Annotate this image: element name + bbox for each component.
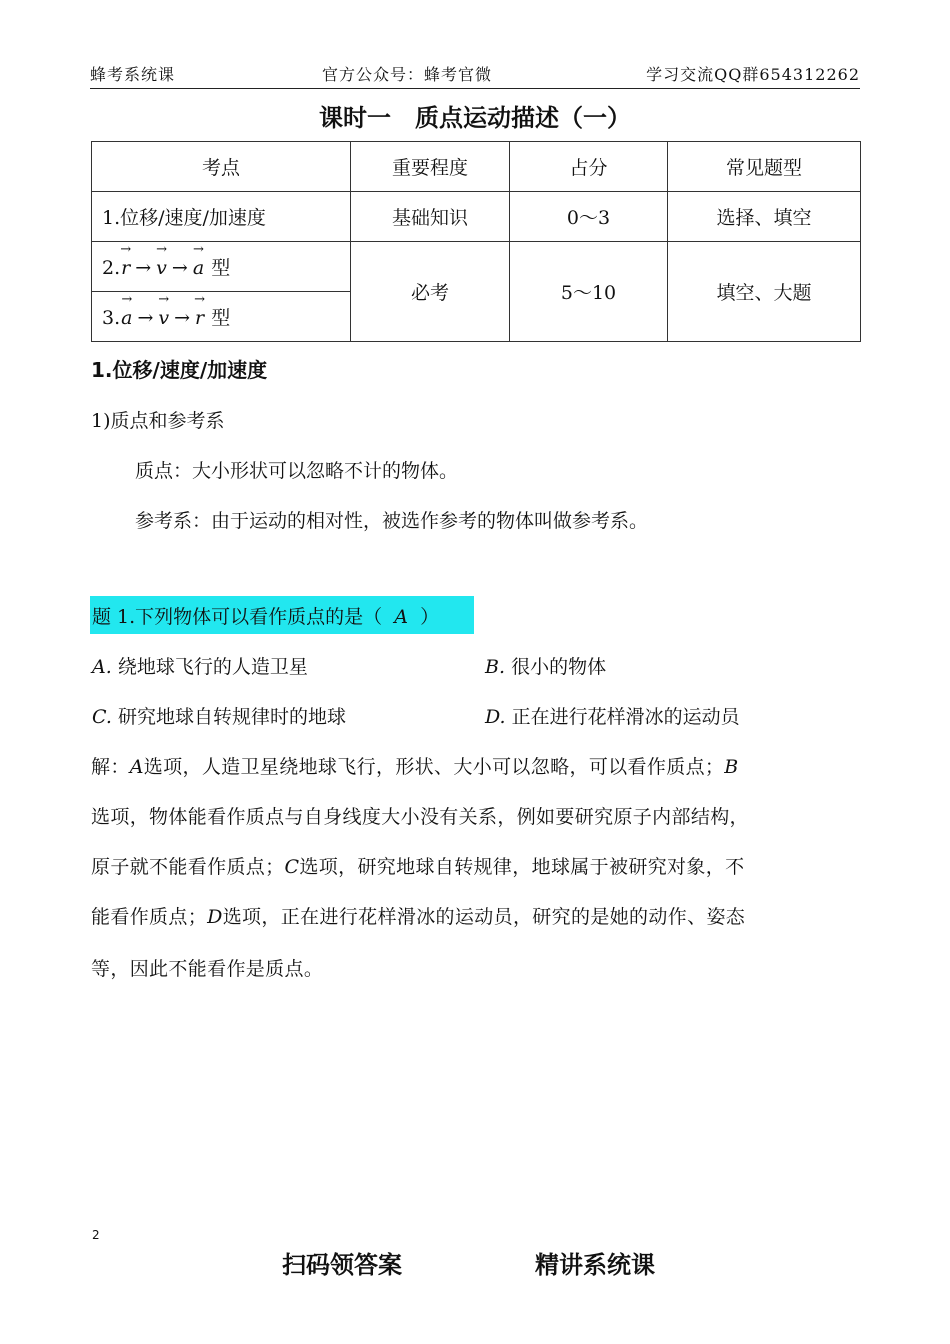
option-text: 很小的物体 [511,656,607,678]
option-a [92,652,308,679]
th-importance: 重要程度 [351,142,510,192]
solution-text: 选项，研究地球自转规律，地球属于被研究对象，不 [299,856,745,878]
merged-importance: 必考 [351,242,510,342]
solution-option-letter: C [284,856,300,878]
question-stem [92,602,439,629]
option-b [485,652,606,679]
header-divider [90,88,860,89]
option-letter: A. [92,656,112,678]
subsection-heading: 1)质点和参考系 [91,410,225,432]
solution-text: 选项，人造卫星绕地球飞行，形状、大小可以忽略，可以看作质点； [143,756,725,778]
vector-a: → a [120,307,133,329]
header-wechat: 官方公众号：蜂考官微 [322,65,493,84]
vector-r: → r [120,257,131,279]
row3-prefix: 3. [102,307,121,329]
row1-score: 0～3 [510,192,668,242]
row1-types: 选择、填空 [668,192,861,242]
topics-table [91,141,861,342]
solution-option-letter: B [724,756,739,778]
solution-line: 等，因此不能看作是质点。 [91,958,324,980]
vector-v: → v [157,307,170,329]
option-text: 正在进行花样滑冰的运动员 [511,706,740,728]
section-heading: 1.位移/速度/加速度 [91,358,268,382]
option-letter: B. [485,656,506,678]
definition-particle: 质点：大小形状可以忽略不计的物体。 [135,460,459,482]
footer-scan-answers: 扫码领答案 [282,1251,402,1279]
th-topic: 考点 [92,142,351,192]
type-suffix: 型 [211,257,231,279]
option-letter: D. [485,706,506,728]
question-text: 题 1.下列物体可以看作质点的是（ [92,606,383,628]
header-qq-group: 学习交流QQ群654312262 [646,65,860,84]
page-number: 2 [92,1228,100,1242]
option-text: 绕地球飞行的人造卫星 [117,656,308,678]
vector-v: → v [155,257,168,279]
arrow: → [137,307,154,329]
solution-line: 选项，物体能看作质点与自身线度大小没有关系，例如要研究原子内部结构， [91,806,749,828]
option-c [92,702,346,729]
solution-text: 原子就不能看作质点； [91,856,285,878]
header-brand: 蜂考系统课 [90,65,176,84]
vector-r: → r [194,307,205,329]
row2-prefix: 2. [102,257,121,279]
option-letter: C. [92,706,112,728]
question-close: ） [420,606,440,628]
solution-option-letter: A [129,756,144,778]
th-types: 常见题型 [668,142,861,192]
table-row [92,192,861,242]
merged-score: 5～10 [510,242,668,342]
row1-topic: 1.位移/速度/加速度 [92,192,351,242]
page-title: 课时一 质点运动描述（一） [319,104,631,132]
solution-line [91,752,739,779]
table-header-row [92,142,861,192]
solution-option-letter: D [207,906,223,928]
row1-importance: 基础知识 [351,192,510,242]
footer-course: 精讲系统课 [535,1251,655,1279]
solution-text: 选项，正在进行花样滑冰的运动员，研究的是她的动作、姿态 [222,906,746,928]
solution-line [91,852,744,879]
solution-line [91,902,745,929]
question-answer: A [394,606,408,628]
page-header [90,62,860,86]
row3-topic [92,292,351,342]
arrow: → [171,257,188,279]
type-suffix: 型 [211,307,231,329]
option-text: 研究地球自转规律时的地球 [117,706,346,728]
arrow: → [135,257,152,279]
table-row [92,242,861,292]
th-score: 占分 [510,142,668,192]
solution-text: 能看作质点； [91,906,208,928]
solution-text: 解： [91,756,130,778]
vector-a: → a [192,257,205,279]
definition-reference-frame: 参考系：由于运动的相对性，被选作参考的物体叫做参考系。 [135,510,649,532]
merged-types: 填空、大题 [668,242,861,342]
row2-topic [92,242,351,292]
arrow: → [174,307,191,329]
option-d [485,702,740,729]
